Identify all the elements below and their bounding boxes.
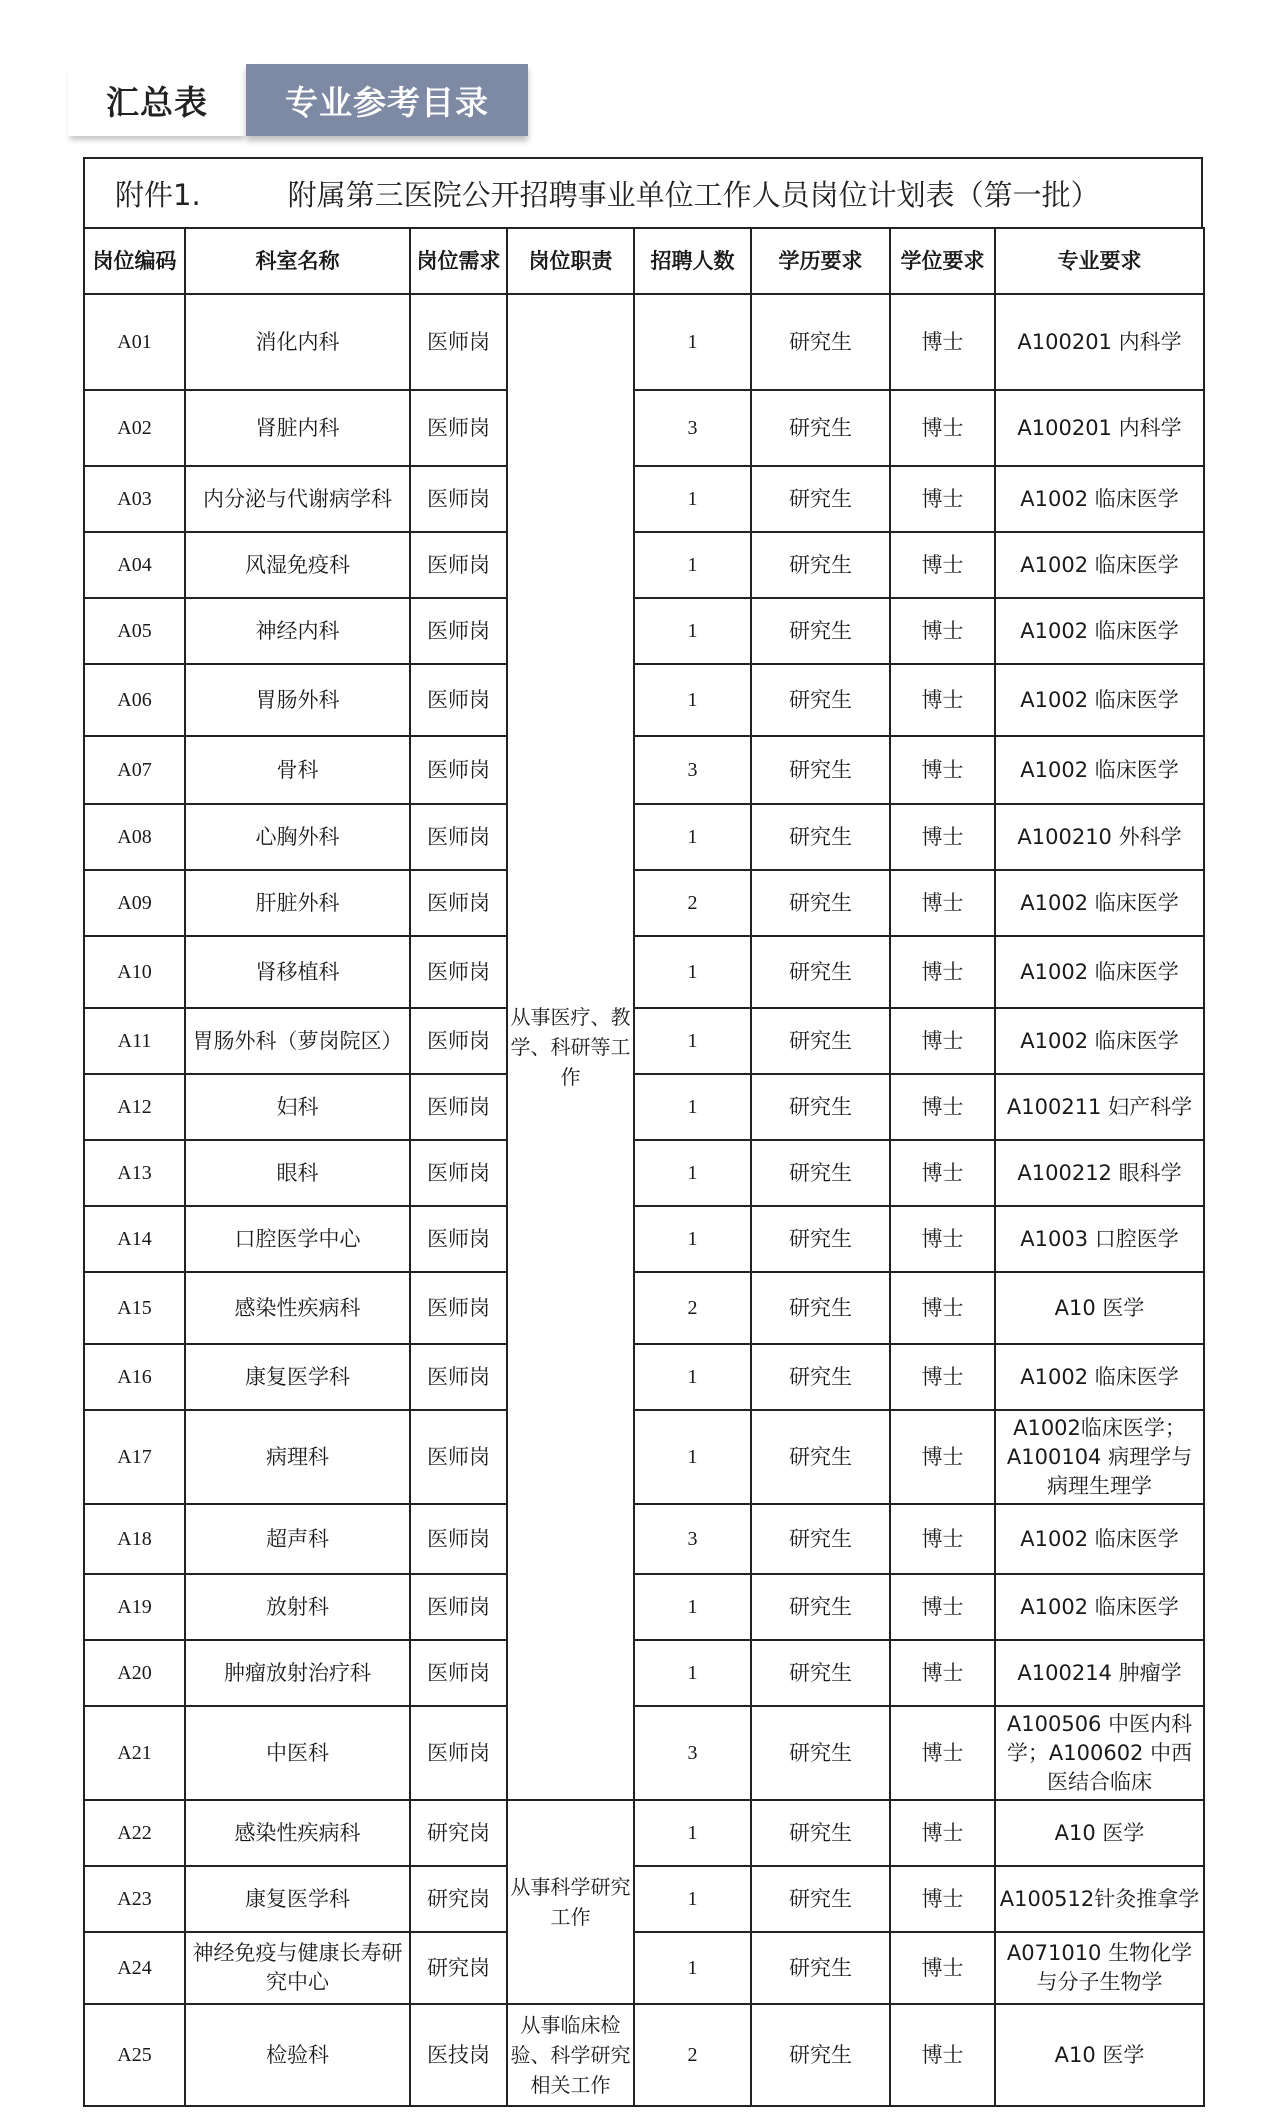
cell-major: A1002 临床医学 bbox=[995, 936, 1204, 1008]
table-row bbox=[84, 736, 1204, 804]
cell-count: 1 bbox=[634, 1932, 751, 2004]
cell-need: 医师岗 bbox=[410, 664, 507, 736]
cell-degree: 博士 bbox=[890, 664, 995, 736]
table-row bbox=[84, 1574, 1204, 1640]
cell-dept: 肾移植科 bbox=[185, 936, 410, 1008]
cell-dept: 康复医学科 bbox=[185, 1344, 410, 1410]
cell-edu: 研究生 bbox=[751, 804, 890, 870]
table-row bbox=[84, 1206, 1204, 1272]
cell-major: A10 医学 bbox=[995, 1272, 1204, 1344]
cell-edu: 研究生 bbox=[751, 1074, 890, 1140]
cell-degree: 博士 bbox=[890, 936, 995, 1008]
header-dept: 科室名称 bbox=[185, 228, 410, 294]
cell-edu: 研究生 bbox=[751, 936, 890, 1008]
cell-dept: 风湿免疫科 bbox=[185, 532, 410, 598]
cell-edu: 研究生 bbox=[751, 1640, 890, 1706]
cell-code: A20 bbox=[84, 1640, 185, 1706]
cell-code: A24 bbox=[84, 1932, 185, 2004]
cell-code: A18 bbox=[84, 1504, 185, 1574]
cell-major: A1002 临床医学 bbox=[995, 532, 1204, 598]
cell-need: 医师岗 bbox=[410, 1706, 507, 1800]
cell-need: 医师岗 bbox=[410, 532, 507, 598]
cell-dept: 感染性疾病科 bbox=[185, 1800, 410, 1866]
table-row bbox=[84, 1504, 1204, 1574]
cell-code: A06 bbox=[84, 664, 185, 736]
cell-count: 2 bbox=[634, 2004, 751, 2106]
cell-count: 1 bbox=[634, 466, 751, 532]
cell-need: 医师岗 bbox=[410, 466, 507, 532]
table-header-row bbox=[84, 228, 1204, 294]
cell-code: A05 bbox=[84, 598, 185, 664]
cell-count: 1 bbox=[634, 1008, 751, 1074]
cell-code: A25 bbox=[84, 2004, 185, 2106]
cell-need: 医技岗 bbox=[410, 2004, 507, 2106]
cell-degree: 博士 bbox=[890, 1410, 995, 1504]
cell-dept: 康复医学科 bbox=[185, 1866, 410, 1932]
cell-edu: 研究生 bbox=[751, 1206, 890, 1272]
table-row bbox=[84, 936, 1204, 1008]
cell-need: 医师岗 bbox=[410, 598, 507, 664]
cell-code: A10 bbox=[84, 936, 185, 1008]
tab-major-catalog[interactable]: 专业参考目录 bbox=[246, 64, 528, 136]
cell-count: 3 bbox=[634, 390, 751, 466]
cell-dept: 胃肠外科（萝岗院区） bbox=[185, 1008, 410, 1074]
cell-degree: 博士 bbox=[890, 1140, 995, 1206]
cell-dept: 内分泌与代谢病学科 bbox=[185, 466, 410, 532]
cell-count: 1 bbox=[634, 1344, 751, 1410]
cell-degree: 博士 bbox=[890, 1206, 995, 1272]
cell-code: A08 bbox=[84, 804, 185, 870]
cell-degree: 博士 bbox=[890, 1640, 995, 1706]
cell-edu: 研究生 bbox=[751, 1344, 890, 1410]
cell-dept: 神经内科 bbox=[185, 598, 410, 664]
table-row bbox=[84, 294, 1204, 390]
cell-need: 研究岗 bbox=[410, 1932, 507, 2004]
cell-major: A1002 临床医学 bbox=[995, 598, 1204, 664]
cell-major: A1002 临床医学 bbox=[995, 466, 1204, 532]
cell-dept: 妇科 bbox=[185, 1074, 410, 1140]
cell-need: 研究岗 bbox=[410, 1800, 507, 1866]
table-row bbox=[84, 1410, 1204, 1504]
cell-degree: 博士 bbox=[890, 466, 995, 532]
cell-need: 医师岗 bbox=[410, 1574, 507, 1640]
document-title: 附件1. 附属第三医院公开招聘事业单位工作人员岗位计划表（第一批） bbox=[83, 157, 1203, 227]
cell-need: 医师岗 bbox=[410, 1206, 507, 1272]
table-row bbox=[84, 804, 1204, 870]
cell-dept: 眼科 bbox=[185, 1140, 410, 1206]
cell-major: A100201 内科学 bbox=[995, 294, 1204, 390]
cell-degree: 博士 bbox=[890, 1932, 995, 2004]
cell-need: 医师岗 bbox=[410, 1074, 507, 1140]
table-row bbox=[84, 1272, 1204, 1344]
cell-code: A09 bbox=[84, 870, 185, 936]
cell-code: A07 bbox=[84, 736, 185, 804]
header-edu: 学历要求 bbox=[751, 228, 890, 294]
table-row bbox=[84, 870, 1204, 936]
cell-edu: 研究生 bbox=[751, 294, 890, 390]
cell-need: 研究岗 bbox=[410, 1866, 507, 1932]
table-row bbox=[84, 1344, 1204, 1410]
table-row bbox=[84, 1074, 1204, 1140]
cell-count: 3 bbox=[634, 1706, 751, 1800]
cell-dept: 胃肠外科 bbox=[185, 664, 410, 736]
cell-dept: 中医科 bbox=[185, 1706, 410, 1800]
cell-major: A100210 外科学 bbox=[995, 804, 1204, 870]
cell-major: A10 医学 bbox=[995, 1800, 1204, 1866]
cell-need: 医师岗 bbox=[410, 1272, 507, 1344]
cell-need: 医师岗 bbox=[410, 936, 507, 1008]
cell-code: A15 bbox=[84, 1272, 185, 1344]
table-row bbox=[84, 1140, 1204, 1206]
cell-code: A12 bbox=[84, 1074, 185, 1140]
cell-count: 1 bbox=[634, 1074, 751, 1140]
table-row bbox=[84, 1706, 1204, 1800]
cell-dept: 肾脏内科 bbox=[185, 390, 410, 466]
cell-count: 3 bbox=[634, 1504, 751, 1574]
cell-major: A1002 临床医学 bbox=[995, 1008, 1204, 1074]
cell-dept: 消化内科 bbox=[185, 294, 410, 390]
cell-duty: 从事科学研究工作 bbox=[507, 1800, 634, 2004]
cell-dept: 肿瘤放射治疗科 bbox=[185, 1640, 410, 1706]
cell-dept: 感染性疾病科 bbox=[185, 1272, 410, 1344]
cell-need: 医师岗 bbox=[410, 736, 507, 804]
cell-count: 1 bbox=[634, 1866, 751, 1932]
cell-major: A071010 生物化学与分子生物学 bbox=[995, 1932, 1204, 2004]
cell-edu: 研究生 bbox=[751, 870, 890, 936]
cell-code: A04 bbox=[84, 532, 185, 598]
cell-degree: 博士 bbox=[890, 598, 995, 664]
cell-count: 1 bbox=[634, 598, 751, 664]
cell-need: 医师岗 bbox=[410, 1640, 507, 1706]
cell-dept: 超声科 bbox=[185, 1504, 410, 1574]
cell-count: 1 bbox=[634, 1206, 751, 1272]
cell-duty: 从事医疗、教学、科研等工作 bbox=[507, 294, 634, 1800]
cell-code: A01 bbox=[84, 294, 185, 390]
table-body bbox=[84, 294, 1204, 2106]
cell-degree: 博士 bbox=[890, 1866, 995, 1932]
cell-need: 医师岗 bbox=[410, 1504, 507, 1574]
cell-dept: 肝脏外科 bbox=[185, 870, 410, 936]
cell-count: 2 bbox=[634, 870, 751, 936]
cell-major: A100506 中医内科学；A100602 中西医结合临床 bbox=[995, 1706, 1204, 1800]
cell-edu: 研究生 bbox=[751, 1008, 890, 1074]
cell-degree: 博士 bbox=[890, 1800, 995, 1866]
cell-dept: 神经免疫与健康长寿研究中心 bbox=[185, 1932, 410, 2004]
cell-edu: 研究生 bbox=[751, 736, 890, 804]
cell-count: 1 bbox=[634, 532, 751, 598]
cell-edu: 研究生 bbox=[751, 1800, 890, 1866]
cell-major: A100201 内科学 bbox=[995, 390, 1204, 466]
cell-dept: 检验科 bbox=[185, 2004, 410, 2106]
table-row bbox=[84, 664, 1204, 736]
position-plan-table bbox=[83, 227, 1205, 2107]
cell-need: 医师岗 bbox=[410, 870, 507, 936]
cell-edu: 研究生 bbox=[751, 1410, 890, 1504]
cell-count: 3 bbox=[634, 736, 751, 804]
cell-major: A100512针灸推拿学 bbox=[995, 1866, 1204, 1932]
cell-need: 医师岗 bbox=[410, 294, 507, 390]
table-row bbox=[84, 532, 1204, 598]
table-row bbox=[84, 466, 1204, 532]
cell-need: 医师岗 bbox=[410, 804, 507, 870]
cell-dept: 心胸外科 bbox=[185, 804, 410, 870]
cell-degree: 博士 bbox=[890, 390, 995, 466]
header-count: 招聘人数 bbox=[634, 228, 751, 294]
cell-count: 1 bbox=[634, 294, 751, 390]
cell-code: A22 bbox=[84, 1800, 185, 1866]
cell-duty: 从事临床检验、科学研究相关工作 bbox=[507, 2004, 634, 2106]
cell-major: A1002 临床医学 bbox=[995, 736, 1204, 804]
cell-edu: 研究生 bbox=[751, 532, 890, 598]
cell-edu: 研究生 bbox=[751, 1932, 890, 2004]
cell-count: 1 bbox=[634, 1574, 751, 1640]
cell-major: A1002 临床医学 bbox=[995, 1574, 1204, 1640]
cell-code: A02 bbox=[84, 390, 185, 466]
cell-major: A1002 临床医学 bbox=[995, 870, 1204, 936]
cell-count: 1 bbox=[634, 1640, 751, 1706]
table-row bbox=[84, 598, 1204, 664]
cell-edu: 研究生 bbox=[751, 598, 890, 664]
cell-need: 医师岗 bbox=[410, 1410, 507, 1504]
cell-count: 1 bbox=[634, 664, 751, 736]
cell-major: A1002 临床医学 bbox=[995, 1344, 1204, 1410]
cell-code: A03 bbox=[84, 466, 185, 532]
cell-major: A1002 临床医学 bbox=[995, 1504, 1204, 1574]
cell-major: A10 医学 bbox=[995, 2004, 1204, 2106]
cell-edu: 研究生 bbox=[751, 1272, 890, 1344]
cell-edu: 研究生 bbox=[751, 1504, 890, 1574]
cell-degree: 博士 bbox=[890, 1574, 995, 1640]
table-row bbox=[84, 1640, 1204, 1706]
cell-dept: 骨科 bbox=[185, 736, 410, 804]
cell-degree: 博士 bbox=[890, 1706, 995, 1800]
cell-edu: 研究生 bbox=[751, 390, 890, 466]
cell-code: A19 bbox=[84, 1574, 185, 1640]
cell-edu: 研究生 bbox=[751, 1866, 890, 1932]
header-duty: 岗位职责 bbox=[507, 228, 634, 294]
cell-count: 1 bbox=[634, 1800, 751, 1866]
cell-degree: 博士 bbox=[890, 294, 995, 390]
sheet-tabs bbox=[68, 64, 528, 136]
cell-major: A1003 口腔医学 bbox=[995, 1206, 1204, 1272]
recruitment-document bbox=[83, 157, 1203, 2107]
cell-degree: 博士 bbox=[890, 1504, 995, 1574]
header-need: 岗位需求 bbox=[410, 228, 507, 294]
cell-degree: 博士 bbox=[890, 804, 995, 870]
cell-dept: 放射科 bbox=[185, 1574, 410, 1640]
cell-count: 1 bbox=[634, 1410, 751, 1504]
table-row bbox=[84, 1866, 1204, 1932]
cell-count: 1 bbox=[634, 804, 751, 870]
cell-count: 1 bbox=[634, 936, 751, 1008]
cell-edu: 研究生 bbox=[751, 1140, 890, 1206]
cell-edu: 研究生 bbox=[751, 1706, 890, 1800]
cell-code: A17 bbox=[84, 1410, 185, 1504]
table-row bbox=[84, 1008, 1204, 1074]
cell-degree: 博士 bbox=[890, 532, 995, 598]
cell-degree: 博士 bbox=[890, 736, 995, 804]
cell-major: A1002临床医学；A100104 病理学与病理生理学 bbox=[995, 1410, 1204, 1504]
cell-code: A23 bbox=[84, 1866, 185, 1932]
cell-major: A100214 肿瘤学 bbox=[995, 1640, 1204, 1706]
header-code: 岗位编码 bbox=[84, 228, 185, 294]
table-row bbox=[84, 390, 1204, 466]
header-degree: 学位要求 bbox=[890, 228, 995, 294]
tab-summary[interactable]: 汇总表 bbox=[68, 64, 246, 136]
cell-edu: 研究生 bbox=[751, 466, 890, 532]
cell-code: A16 bbox=[84, 1344, 185, 1410]
cell-dept: 口腔医学中心 bbox=[185, 1206, 410, 1272]
cell-need: 医师岗 bbox=[410, 1140, 507, 1206]
cell-major: A100212 眼科学 bbox=[995, 1140, 1204, 1206]
cell-count: 1 bbox=[634, 1140, 751, 1206]
cell-major: A100211 妇产科学 bbox=[995, 1074, 1204, 1140]
cell-code: A14 bbox=[84, 1206, 185, 1272]
cell-code: A11 bbox=[84, 1008, 185, 1074]
cell-major: A1002 临床医学 bbox=[995, 664, 1204, 736]
cell-edu: 研究生 bbox=[751, 664, 890, 736]
cell-degree: 博士 bbox=[890, 1074, 995, 1140]
cell-dept: 病理科 bbox=[185, 1410, 410, 1504]
cell-degree: 博士 bbox=[890, 870, 995, 936]
cell-code: A21 bbox=[84, 1706, 185, 1800]
cell-degree: 博士 bbox=[890, 1272, 995, 1344]
cell-need: 医师岗 bbox=[410, 390, 507, 466]
table-row bbox=[84, 2004, 1204, 2106]
cell-need: 医师岗 bbox=[410, 1008, 507, 1074]
cell-edu: 研究生 bbox=[751, 1574, 890, 1640]
cell-edu: 研究生 bbox=[751, 2004, 890, 2106]
header-major: 专业要求 bbox=[995, 228, 1204, 294]
cell-degree: 博士 bbox=[890, 1008, 995, 1074]
cell-need: 医师岗 bbox=[410, 1344, 507, 1410]
cell-degree: 博士 bbox=[890, 2004, 995, 2106]
table-row bbox=[84, 1800, 1204, 1866]
table-row bbox=[84, 1932, 1204, 2004]
cell-count: 2 bbox=[634, 1272, 751, 1344]
cell-degree: 博士 bbox=[890, 1344, 995, 1410]
cell-code: A13 bbox=[84, 1140, 185, 1206]
